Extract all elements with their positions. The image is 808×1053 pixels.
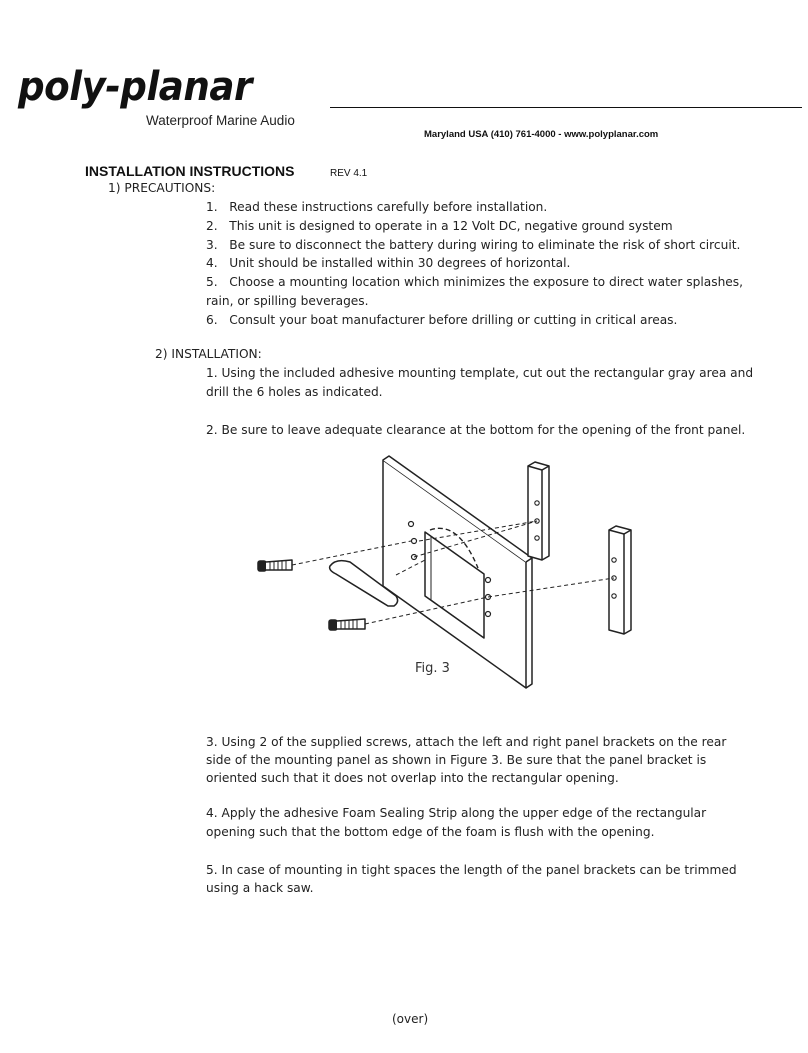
page-title: INSTALLATION INSTRUCTIONS [85, 163, 295, 179]
screw-lower [329, 619, 365, 630]
install-step-2: 2. Be sure to leave adequate clearance at the bottom for the opening of the front panel. [206, 423, 746, 437]
item-text: Read these instructions carefully before installation. [229, 200, 548, 214]
item-number: 1. [206, 200, 218, 214]
install-step-1-continued: drill the 6 holes as indicated. [206, 385, 383, 399]
brand-logo: poly-planar [18, 64, 252, 110]
installation-heading: 2) INSTALLATION: [155, 347, 262, 361]
contact-info: Maryland USA (410) 761-4000 - www.polyplanar.com [424, 129, 659, 140]
install-step-4-continued: opening such that the bottom edge of the foam is flush with the opening. [206, 825, 655, 839]
item-number: 3. [206, 238, 218, 252]
item-number: 2. [206, 219, 218, 233]
upper-panel-bracket [528, 466, 549, 560]
tagline: Waterproof Marine Audio [146, 113, 295, 128]
item-number: 6. [206, 313, 218, 327]
figure-caption: Fig. 3 [415, 661, 450, 676]
precaution-item-5-continued: rain, or spilling beverages. [206, 294, 369, 308]
install-step-3-continued-2: oriented such that it does not overlap into the rectangular opening. [206, 771, 619, 785]
item-number: 5. [206, 275, 218, 289]
revision-label: REV 4.1 [330, 168, 368, 179]
install-step-5: 5. In case of mounting in tight spaces the length of the panel brackets can be trimmed [206, 863, 737, 877]
page-footer: (over) [392, 1012, 429, 1026]
install-step-1: 1. Using the included adhesive mounting template, cut out the rectangular gray area and [206, 366, 754, 380]
item-text: Be sure to disconnect the battery during wiring to eliminate the risk of short circuit. [229, 238, 741, 252]
item-text: Unit should be installed within 30 degrees of horizontal. [229, 256, 571, 270]
precautions-heading: 1) PRECAUTIONS: [108, 181, 216, 195]
item-text: This unit is designed to operate in a 12 Volt DC, negative ground system [229, 219, 673, 233]
screw-upper [258, 560, 292, 571]
item-text: Choose a mounting location which minimizes the exposure to direct water splashes, [229, 275, 744, 289]
item-text: Consult your boat manufacturer before drilling or cutting in critical areas. [229, 313, 678, 327]
lower-panel-bracket [609, 530, 631, 634]
install-step-5-continued: using a hack saw. [206, 881, 314, 895]
install-step-3: 3. Using 2 of the supplied screws, attach the left and right panel brackets on the rear [206, 735, 727, 749]
item-number: 4. [206, 256, 218, 270]
install-step-4: 4. Apply the adhesive Foam Sealing Strip along the upper edge of the rectangular [206, 806, 707, 820]
install-step-3-continued: side of the mounting panel as shown in Figure 3. Be sure that the panel bracket is [206, 753, 707, 767]
